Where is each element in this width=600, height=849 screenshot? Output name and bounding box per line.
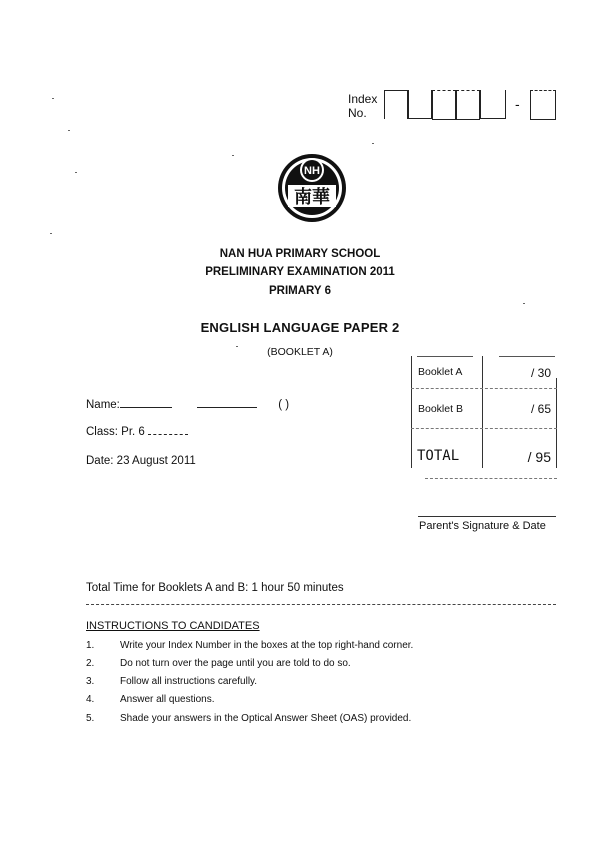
index-number-label [348,92,377,120]
instruction-text: Follow all instructions carefully. [120,676,258,687]
instructions-title: INSTRUCTIONS TO CANDIDATES [86,620,260,632]
marks-rule [411,388,557,390]
index-label-line1: Index [348,92,378,106]
level-title: PRIMARY 6 [269,285,331,297]
index-digit-box[interactable] [530,90,556,120]
instruction-number: 2. [86,658,95,669]
scan-speck [372,143,374,144]
paper-title: ENGLISH LANGUAGE PAPER 2 [200,320,400,335]
name-label: Name: [86,399,120,411]
exam-title: PRELIMINARY EXAMINATION 2011 [205,266,395,278]
marks-label: TOTAL [417,448,460,464]
instruction-number: 4. [86,694,95,705]
instruction-text: Write your Index Number in the boxes at the top right-hand corner. [120,640,414,651]
divider-line [86,604,556,605]
register-number-parens: ( ) [278,399,290,411]
logo-monogram: NH [304,165,320,177]
marks-value: / 95 [527,449,551,465]
marks-table [411,352,557,480]
index-digit-box[interactable] [384,90,408,119]
instruction-text: Shade your answers in the Optical Answer Sheet (OAS) provided. [120,713,412,724]
index-separator: - [515,96,520,112]
marks-rule [417,356,473,357]
marks-rule [425,478,557,480]
name-field[interactable] [86,399,289,411]
scan-speck [50,233,52,234]
signature-line [418,516,556,517]
index-digit-box[interactable] [432,90,456,120]
booklet-subtitle: (BOOKLET A) [267,346,333,358]
name-line [120,407,172,408]
school-logo [276,152,348,224]
marks-label: Booklet B [418,403,463,415]
instruction-number: 3. [86,676,95,687]
marks-value: / 65 [530,402,551,416]
name-line [197,407,257,408]
marks-border-right [556,378,557,468]
instruction-text: Do not turn over the page until you are told to do so. [120,658,351,669]
marks-label: Booklet A [418,366,463,378]
marks-divider [482,356,483,468]
index-digit-box[interactable] [408,90,432,119]
scan-speck [52,98,54,99]
scan-speck [75,172,77,173]
total-time: Total Time for Booklets A and B: 1 hour 50 minutes [86,582,344,594]
instruction-number: 1. [86,640,95,651]
scan-speck [523,303,525,304]
logo-chinese: 南華 [294,187,330,208]
marks-rule [499,356,555,357]
class-line [148,434,188,435]
index-digit-box[interactable] [456,90,480,120]
school-name: NAN HUA PRIMARY SCHOOL [219,248,381,260]
instruction-number: 5. [86,713,95,724]
index-digit-box[interactable] [480,90,506,119]
date-field: Date: 23 August 2011 [86,455,196,467]
scan-speck [232,155,234,156]
marks-rule [411,428,557,430]
signature-label: Parent's Signature & Date [419,520,546,532]
marks-border-left [411,356,412,468]
index-label-line2: No. [348,106,367,120]
marks-value: / 30 [530,366,551,380]
class-field[interactable] [86,426,188,438]
instruction-text: Answer all questions. [120,694,215,705]
scan-speck [68,130,70,131]
class-label: Class: Pr. 6 [86,426,145,438]
